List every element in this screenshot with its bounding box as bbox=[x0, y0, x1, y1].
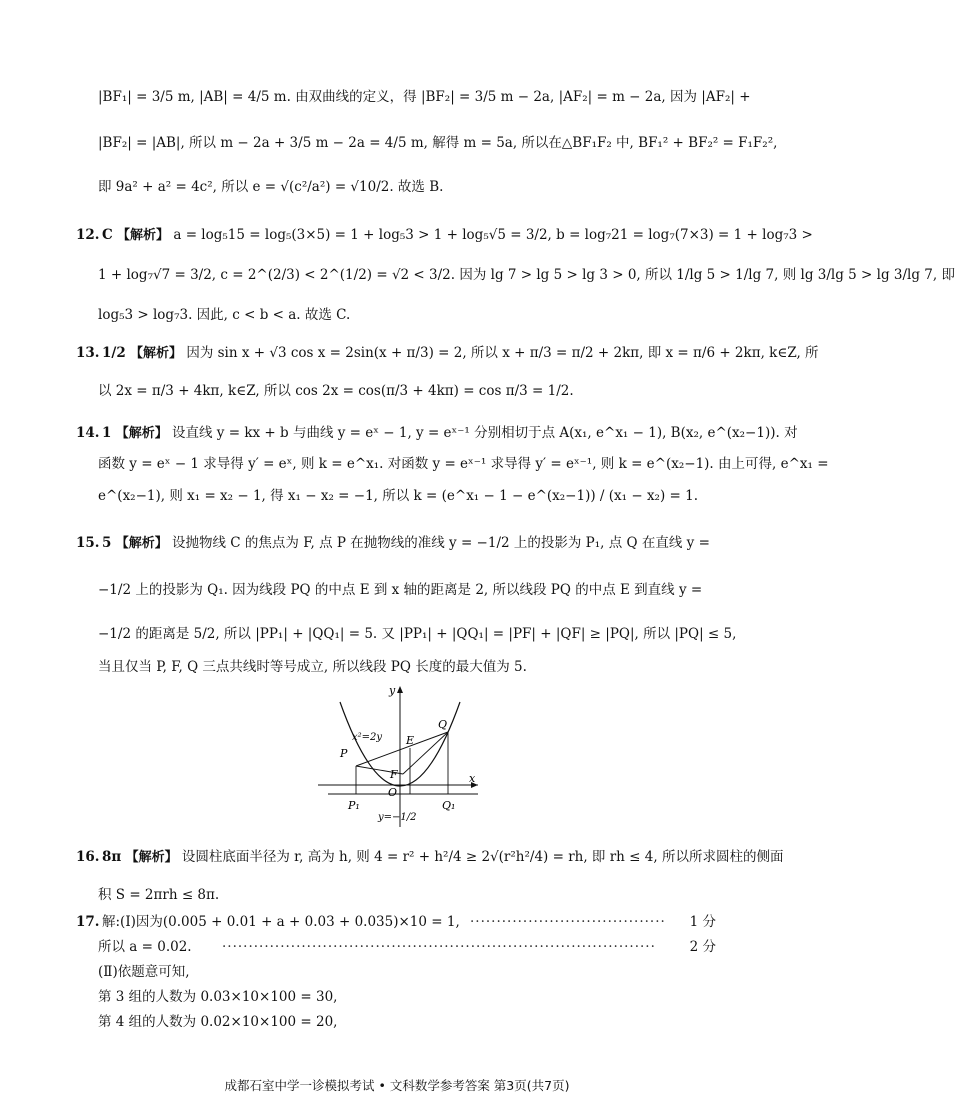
q16-number: 16. bbox=[76, 849, 100, 865]
q15-line-1 bbox=[102, 533, 722, 554]
q17-dots-1: ····································· bbox=[470, 914, 666, 930]
label-y: y bbox=[389, 684, 396, 697]
q13-tag: 【解析】 bbox=[130, 346, 183, 361]
label-e: E bbox=[406, 734, 415, 747]
q16-line-2: 积 S = 2πrh ≤ 8π. bbox=[98, 887, 220, 903]
q17-score-1: 1 分 bbox=[689, 914, 716, 930]
q15-answer: 5 bbox=[102, 535, 112, 551]
label-directrix: y=−1/2 bbox=[378, 812, 417, 823]
y-axis-arrow bbox=[397, 686, 403, 693]
q15-line-4: 当且仅当 P, F, Q 三点共线时等号成立, 所以线段 PQ 长度的最大值为 5. bbox=[98, 659, 527, 675]
q16-text-1: 设圆柱底面半径为 r, 高为 h, 则 4 = r² + h²/4 ≥ 2√(r²h²/4) = rh, 即 rh ≤ 4, 所以所求圆柱的侧面 bbox=[181, 849, 784, 865]
q17-line-4: 第 3 组的人数为 0.03×10×100 = 30, bbox=[98, 989, 338, 1005]
q14-line-1 bbox=[102, 423, 798, 444]
q12-line-1 bbox=[102, 225, 813, 246]
parabola-figure bbox=[318, 682, 488, 832]
q12-answer: C bbox=[102, 227, 113, 243]
label-curve: x²=2y bbox=[352, 732, 383, 743]
q14-answer: 1 bbox=[102, 425, 112, 441]
q15-tag: 【解析】 bbox=[115, 536, 168, 551]
q13-number: 13. bbox=[76, 345, 100, 361]
q14-text-1: 设直线 y = kx + b 与曲线 y = eˣ − 1, y = eˣ⁻¹ 分别相切于点 A(x₁, e^x₁ − 1), B(x₂, e^(x₂−1)). 对 bbox=[172, 425, 798, 441]
q16-line-1 bbox=[102, 847, 784, 868]
q11-line-3: 即 9a² + a² = 4c², 所以 e = √(c²/a²) = √10/2. 故选 B. bbox=[98, 179, 444, 195]
q13-answer: 1/2 bbox=[102, 345, 126, 361]
q17-line-5: 第 4 组的人数为 0.02×10×100 = 20, bbox=[98, 1014, 338, 1030]
q12-line-3: log₅3 > log₇3. 因此, c < b < a. 故选 C. bbox=[98, 307, 351, 323]
label-q1: Q₁ bbox=[442, 799, 456, 812]
q15-line-2: −1/2 上的投影为 Q₁. 因为线段 PQ 的中点 E 到 x 轴的距离是 2, 所以线段 PQ 的中点 E 到直线 y = bbox=[98, 582, 703, 598]
q15-text-1: 设抛物线 C 的焦点为 F, 点 P 在抛物线的准线 y = −1/2 上的投影为 P₁, 点 Q 在直线 y = bbox=[172, 535, 710, 551]
label-f: F bbox=[390, 768, 398, 781]
q13-text-1: 因为 sin x + √3 cos x = 2sin(x + π/3) = 2, 所以 x + π/3 = π/2 + 2kπ, 即 x = π/6 + 2kπ, k∈Z, 所 bbox=[186, 345, 819, 361]
q13-line-1 bbox=[102, 343, 819, 364]
q11-line-2: |BF₂| = |AB|, 所以 m − 2a + 3/5 m − 2a = 4/5 m, 解得 m = 5a, 所以在△BF₁F₂ 中, BF₁² + BF₂² = F₁F₂², bbox=[98, 135, 778, 151]
q17-dots-2: ·················································································· bbox=[222, 939, 656, 955]
q14-tag: 【解析】 bbox=[115, 426, 168, 441]
q15-number: 15. bbox=[76, 535, 100, 551]
q12-line-2: 1 + log₇√7 = 3/2, c = 2^(2/3) < 2^(1/2) = √2 < 3/2. 因为 lg 7 > lg 5 > lg 3 > 0, 所以 1/lg 5 > 1/lg 7, 则 lg 3/lg 5 > lg 3/lg 7, 即 bbox=[98, 267, 955, 283]
page-footer: 成都石室中学一诊模拟考试 • 文科数学参考答案 第3页(共7页) bbox=[224, 1078, 570, 1093]
q17-line-3: (Ⅱ)依题意可知, bbox=[98, 964, 190, 980]
q12-number: 12. bbox=[76, 227, 100, 243]
q14-number: 14. bbox=[76, 425, 100, 441]
label-p: P bbox=[340, 747, 348, 760]
q12-tag: 【解析】 bbox=[117, 228, 170, 243]
q17-line-1: 解:(Ⅰ)因为(0.005 + 0.01 + a + 0.03 + 0.035)×10 = 1, bbox=[102, 914, 460, 930]
label-q: Q bbox=[438, 718, 448, 731]
q13-line-2: 以 2x = π/3 + 4kπ, k∈Z, 所以 cos 2x = cos(π/3 + 4kπ) = cos π/3 = 1/2. bbox=[98, 383, 574, 399]
q17-line-2: 所以 a = 0.02. bbox=[98, 939, 192, 955]
q17-number: 17. bbox=[76, 914, 100, 930]
q17-score-2: 2 分 bbox=[689, 939, 716, 955]
q16-answer: 8π bbox=[102, 849, 122, 865]
q15-line-3: −1/2 的距离是 5/2, 所以 |PP₁| + |QQ₁| = 5. 又 |PP₁| + |QQ₁| = |PF| + |QF| ≥ |PQ|, 所以 |PQ| ≤ 5, bbox=[98, 626, 737, 642]
q11-line-1: |BF₁| = 3/5 m, |AB| = 4/5 m. 由双曲线的定义，得 |BF₂| = 3/5 m − 2a, |AF₂| = m − 2a, 因为 |AF₂| + bbox=[98, 89, 751, 105]
q14-line-3: e^(x₂−1), 则 x₁ = x₂ − 1, 得 x₁ − x₂ = −1, 所以 k = (e^x₁ − 1 − e^(x₂−1)) / (x₁ − x₂) = 1. bbox=[98, 488, 699, 504]
label-x: x bbox=[469, 772, 476, 785]
label-origin: O bbox=[388, 786, 398, 799]
q14-line-2: 函数 y = eˣ − 1 求导得 y′ = eˣ, 则 k = e^x₁. 对函数 y = eˣ⁻¹ 求导得 y′ = eˣ⁻¹, 则 k = e^(x₂−1). 由上可得, e^x₁ = bbox=[98, 456, 829, 472]
q16-tag: 【解析】 bbox=[125, 850, 178, 865]
q12-text-1: a = log₅15 = log₅(3×5) = 1 + log₅3 > 1 + log₅√5 = 3/2, b = log₇21 = log₇(7×3) = 1 + log₇3 > bbox=[173, 227, 813, 243]
label-p1: P₁ bbox=[348, 799, 360, 812]
